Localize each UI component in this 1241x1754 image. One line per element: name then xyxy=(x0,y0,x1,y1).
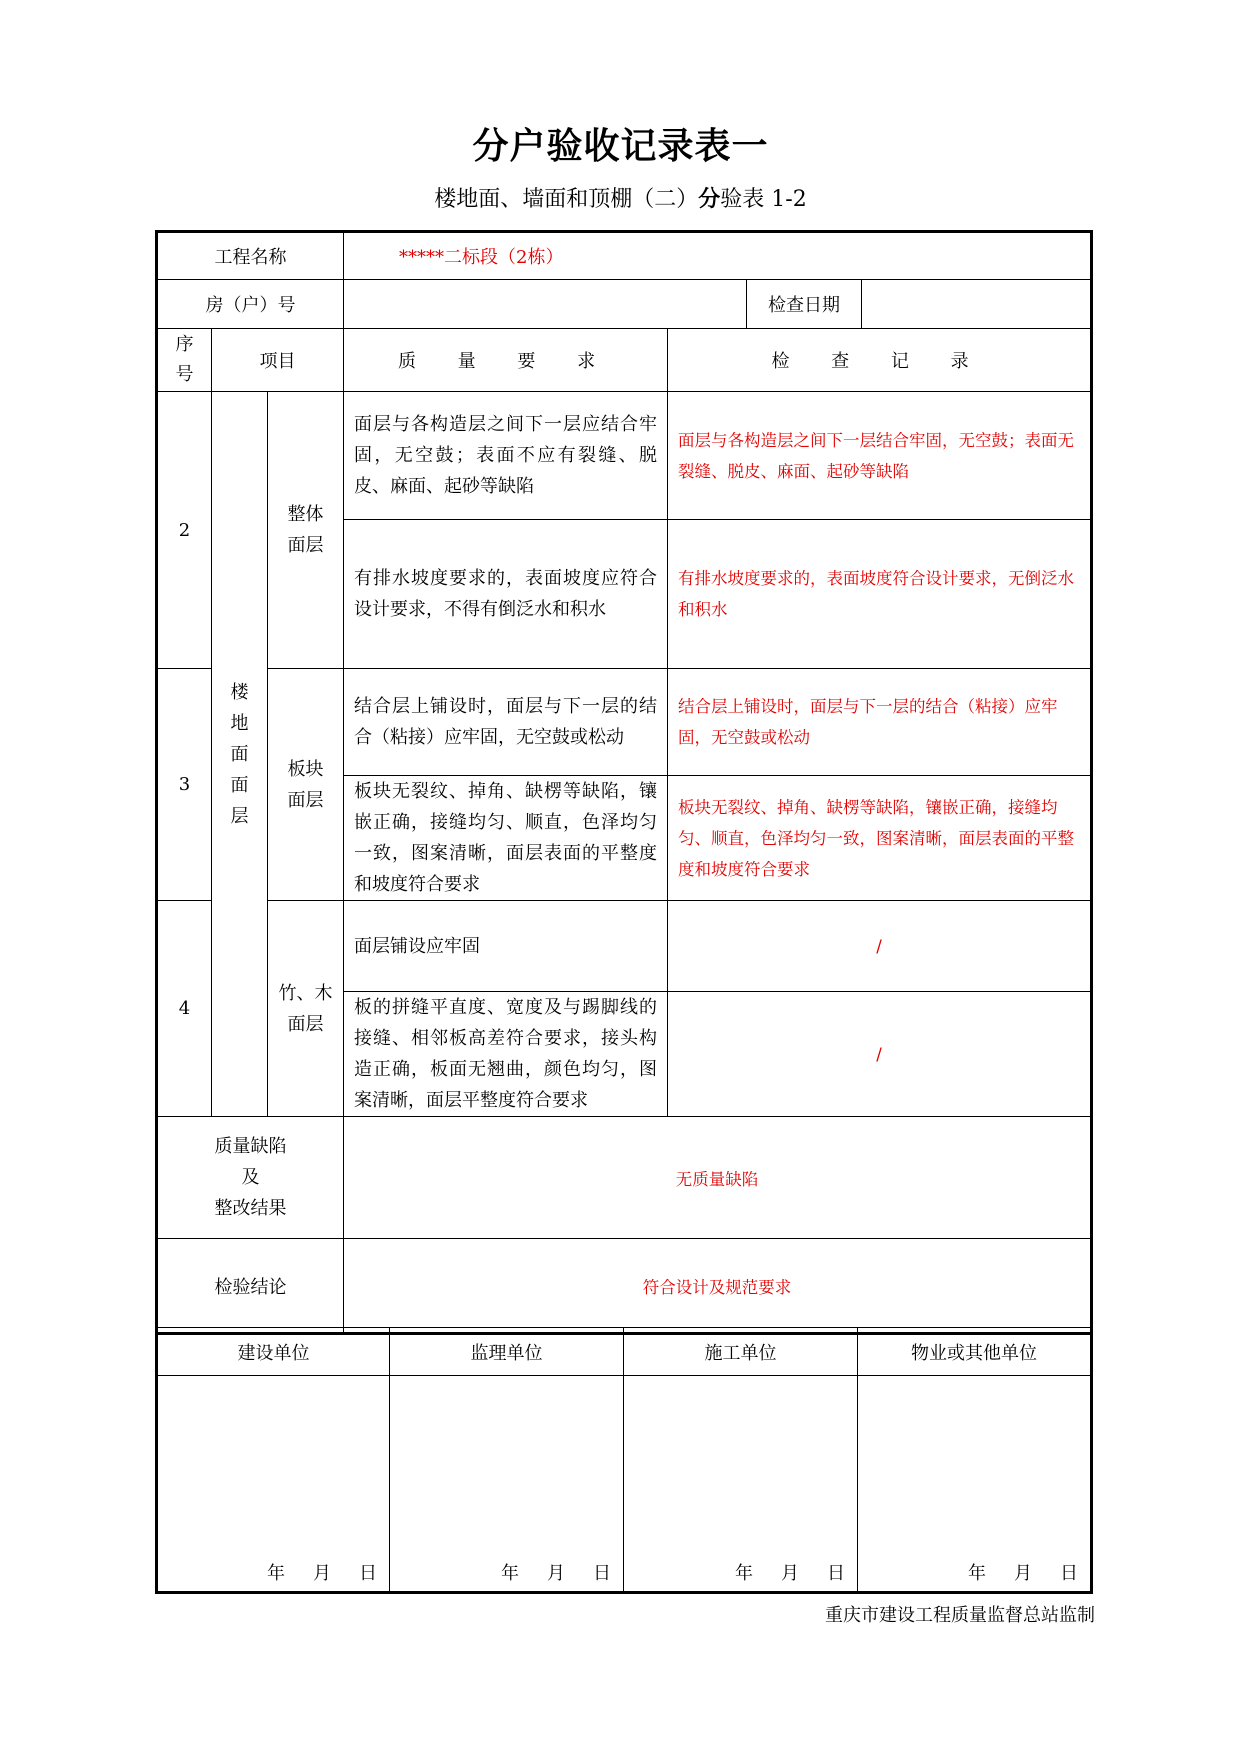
day-label: 日 xyxy=(359,1563,377,1584)
record-cell[interactable]: 结合层上铺设时，面层与下一层的结合（粘接）应牢固，无空鼓或松动 xyxy=(668,669,1092,776)
record-cell[interactable]: 有排水坡度要求的，表面坡度符合设计要求，无倒泛水和积水 xyxy=(668,520,1092,669)
conclusion-label: 检验结论 xyxy=(157,1239,344,1334)
page-subtitle xyxy=(0,182,1241,213)
day-label: 日 xyxy=(1060,1563,1078,1584)
requirement-cell: 面层与各构造层之间下一层应结合牢固，无空鼓；表面不应有裂缝、脱皮、麻面、起砂等缺陷 xyxy=(344,392,668,520)
subtitle-bold: 分 xyxy=(698,187,721,212)
seq-header-bottom: 号 xyxy=(175,364,194,385)
signature-table xyxy=(155,1327,1093,1594)
seq-cell: 3 xyxy=(157,669,212,901)
room-number-label: 房（户）号 xyxy=(157,280,344,329)
seq-header xyxy=(157,329,212,392)
month-label: 月 xyxy=(547,1563,565,1584)
signature-unit-label: 施工单位 xyxy=(624,1328,858,1376)
inspection-date-label: 检查日期 xyxy=(747,280,862,329)
requirement-cell: 结合层上铺设时，面层与下一层的结合（粘接）应牢固，无空鼓或松动 xyxy=(344,669,668,776)
record-cell[interactable]: / xyxy=(668,901,1092,992)
seq-cell: 4 xyxy=(157,901,212,1117)
inspection-date-value[interactable] xyxy=(862,280,1092,329)
footer-note: 重庆市建设工程质量监督总站监制 xyxy=(825,1605,1095,1626)
requirement-header: 质 量 要 求 xyxy=(344,329,668,392)
signature-unit-label: 建设单位 xyxy=(157,1328,390,1376)
year-label: 年 xyxy=(267,1563,285,1584)
signature-unit-label: 监理单位 xyxy=(390,1328,624,1376)
record-cell[interactable]: 板块无裂纹、掉角、缺楞等缺陷，镶嵌正确，接缝均匀、顺直，色泽均匀一致，图案清晰，面层表面的平整度和坡度符合要求 xyxy=(668,776,1092,901)
signature-box[interactable] xyxy=(624,1376,858,1593)
defects-value[interactable]: 无质量缺陷 xyxy=(344,1117,1092,1239)
item-header: 项目 xyxy=(212,329,344,392)
subtitle-suffix: 验表 1-2 xyxy=(720,187,807,212)
room-number-value[interactable] xyxy=(344,280,747,329)
inspection-table xyxy=(155,230,1093,1335)
record-header: 检 查 记 录 xyxy=(668,329,1092,392)
day-label: 日 xyxy=(827,1563,845,1584)
day-label: 日 xyxy=(593,1563,611,1584)
signature-unit-label: 物业或其他单位 xyxy=(858,1328,1092,1376)
signature-box[interactable] xyxy=(157,1376,390,1593)
conclusion-value[interactable]: 符合设计及规范要求 xyxy=(344,1239,1092,1334)
seq-cell: 2 xyxy=(157,392,212,669)
requirement-cell: 板块无裂纹、掉角、缺楞等缺陷，镶嵌正确，接缝均匀、顺直，色泽均匀一致，图案清晰，面层表面的平整度和坡度符合要求 xyxy=(344,776,668,901)
year-label: 年 xyxy=(735,1563,753,1584)
project-name-value[interactable]: *****二标段（2栋） xyxy=(344,232,1092,280)
project-name-label: 工程名称 xyxy=(157,232,344,280)
subtitle-prefix: 楼地面、墙面和顶棚（二） xyxy=(434,187,699,212)
record-cell[interactable]: 面层与各构造层之间下一层结合牢固，无空鼓；表面无裂缝、脱皮、麻面、起砂等缺陷 xyxy=(668,392,1092,520)
year-label: 年 xyxy=(501,1563,519,1584)
defects-label: 质量缺陷 及 整改结果 xyxy=(157,1117,344,1239)
signature-box[interactable] xyxy=(858,1376,1092,1593)
item-name-cell: 板块 面层 xyxy=(268,669,344,901)
seq-header-top: 序 xyxy=(175,334,194,355)
category-cell: 楼 地 面 面 层 xyxy=(212,392,268,1117)
item-name-cell: 竹、木 面层 xyxy=(268,901,344,1117)
month-label: 月 xyxy=(781,1563,799,1584)
month-label: 月 xyxy=(1014,1563,1032,1584)
requirement-cell: 板的拼缝平直度、宽度及与踢脚线的接缝、相邻板高差符合要求，接头构造正确，板面无翘曲，颜色均匀，图案清晰，面层平整度符合要求 xyxy=(344,992,668,1117)
item-name-cell: 整体 面层 xyxy=(268,392,344,669)
month-label: 月 xyxy=(313,1563,331,1584)
year-label: 年 xyxy=(968,1563,986,1584)
signature-box[interactable] xyxy=(390,1376,624,1593)
requirement-cell: 有排水坡度要求的，表面坡度应符合设计要求，不得有倒泛水和积水 xyxy=(344,520,668,669)
page-title: 分户验收记录表一 xyxy=(472,126,769,167)
requirement-cell: 面层铺设应牢固 xyxy=(344,901,668,992)
record-cell[interactable]: / xyxy=(668,992,1092,1117)
